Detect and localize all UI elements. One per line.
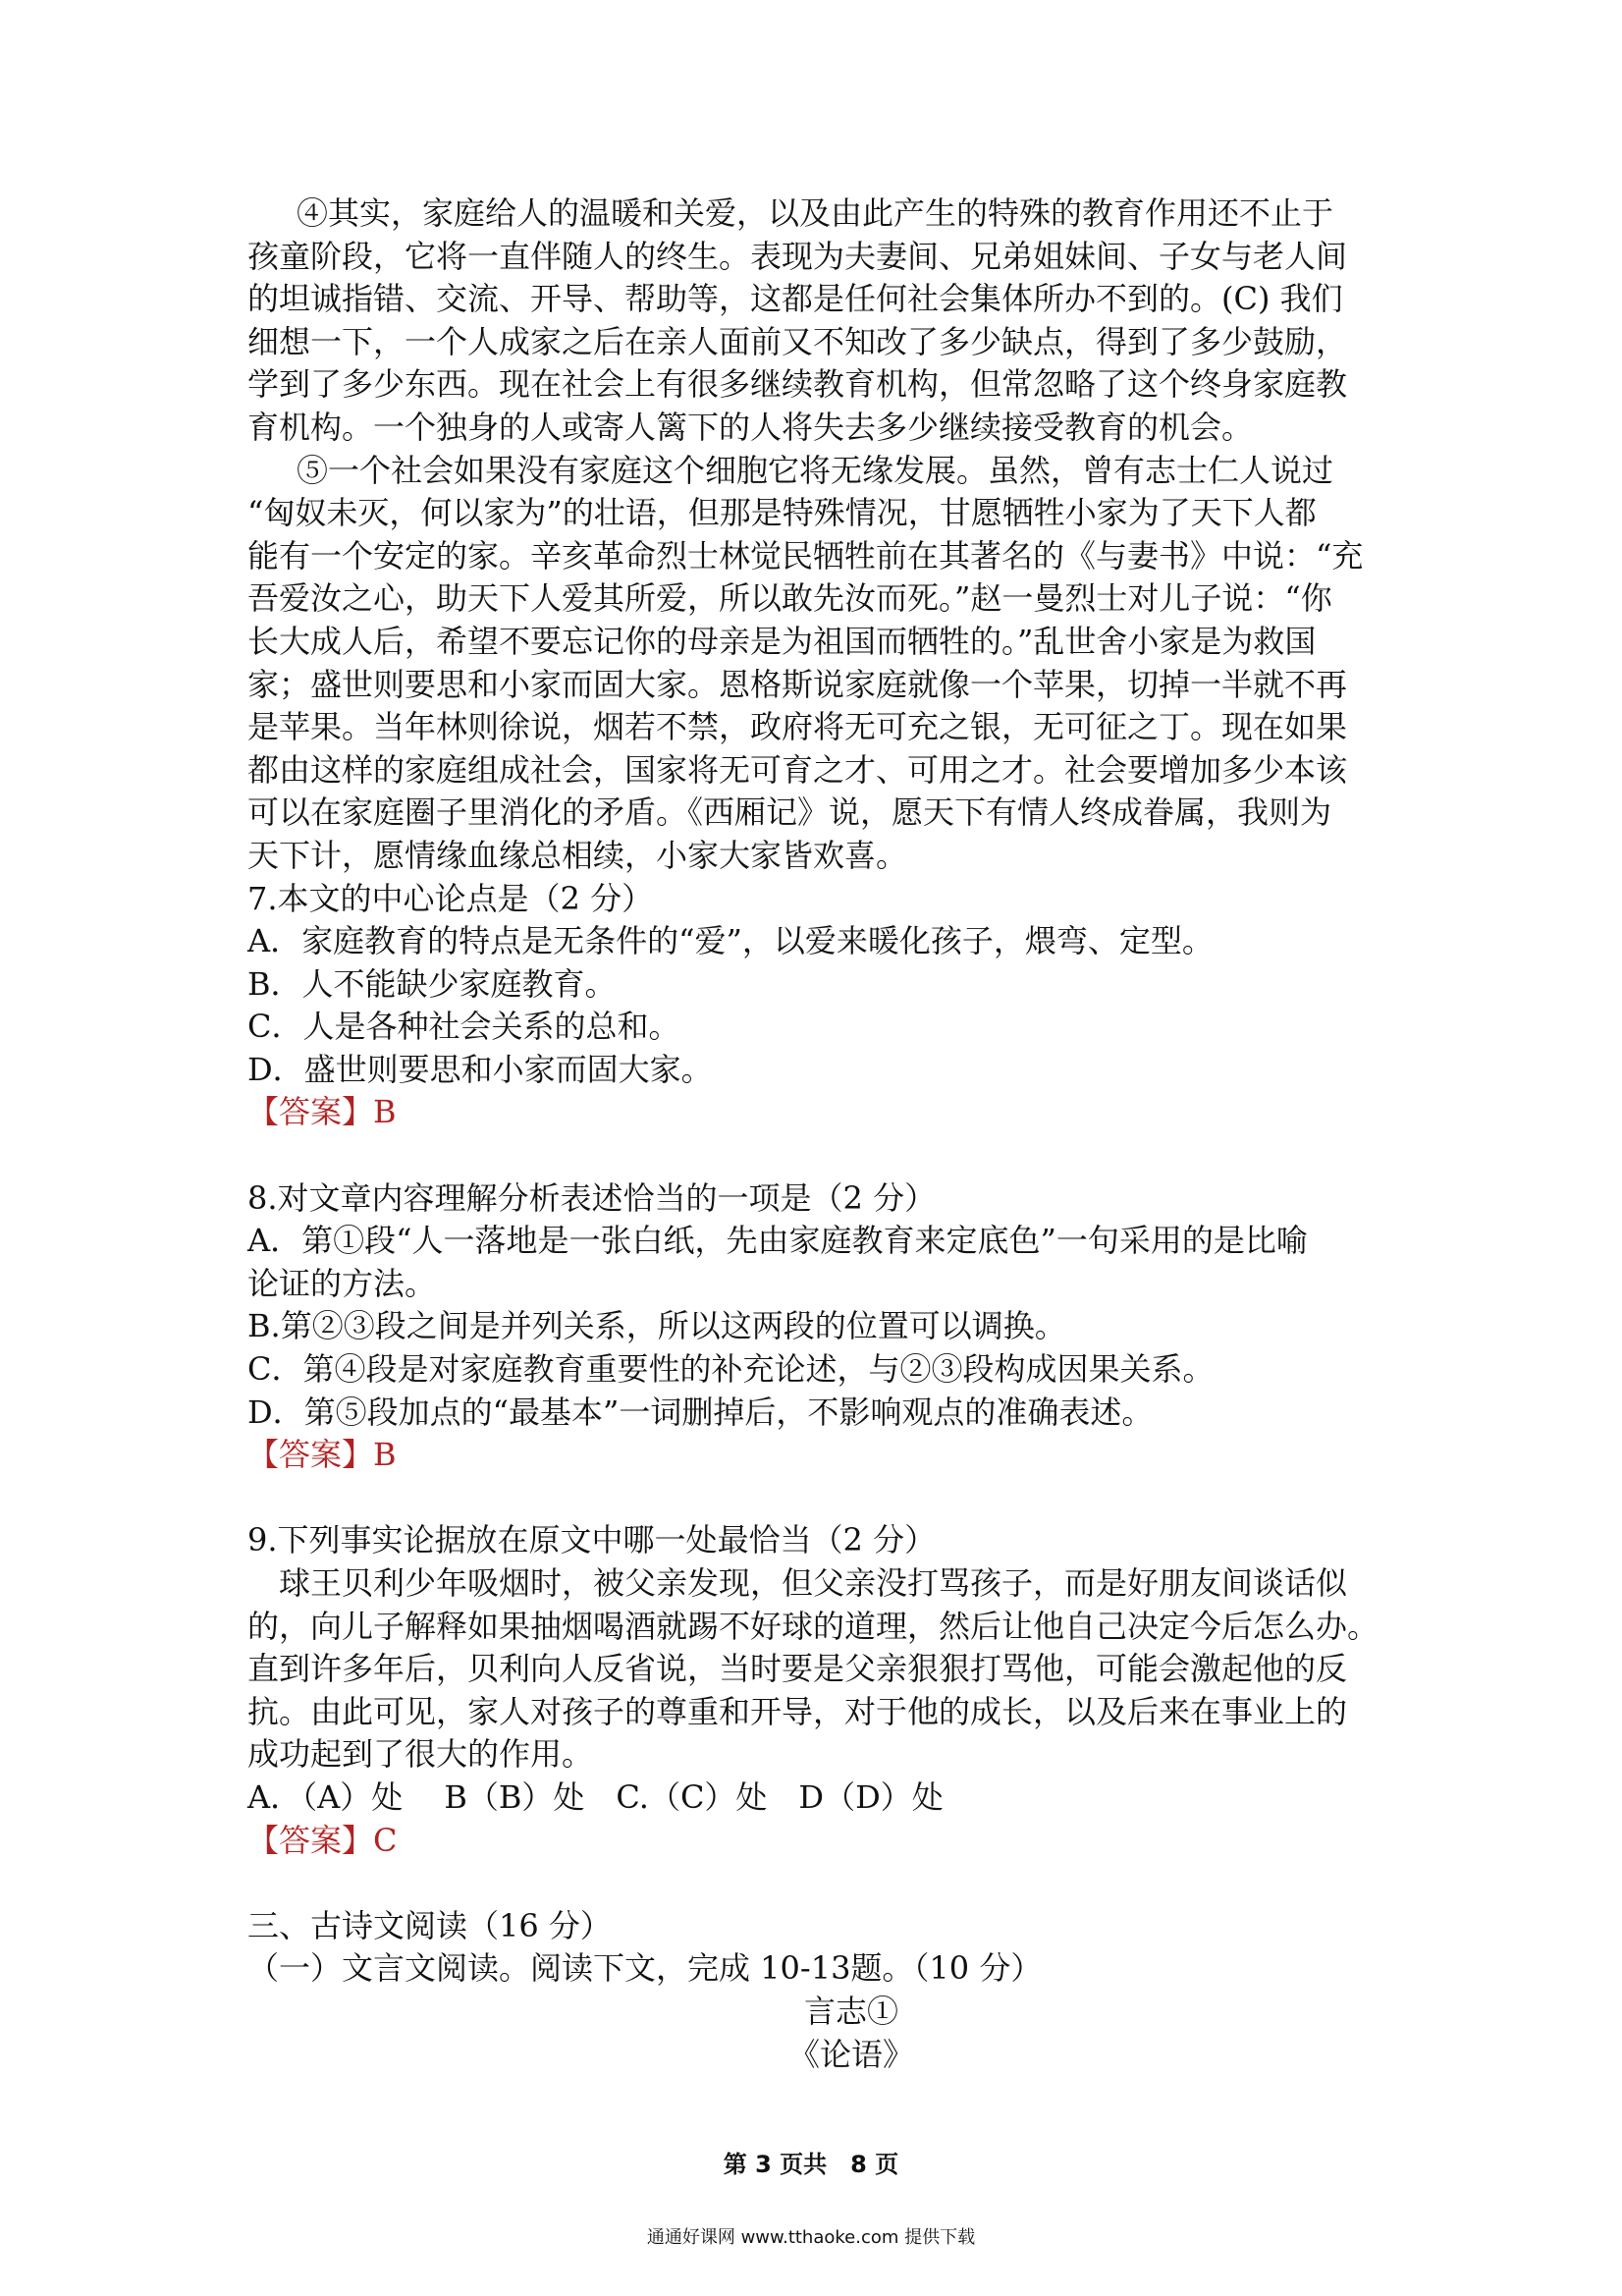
option-d: D．第⑤段加点的“最基本”一词删掉后，不影响观点的准确表述。 xyxy=(247,1393,1154,1431)
passage-line: 直到许多年后，贝利向人反省说，当时要是父亲狠狠打骂他，可能会激起他的反 xyxy=(247,1650,1348,1688)
paragraph-line: 可以在家庭圈子里消化的矛盾。《西厢记》说，愿天下有情人终成眷属，我则为 xyxy=(247,793,1332,832)
options-line: A．（A）处 B（B）处 C.（C）处 D（D）处 xyxy=(247,1777,944,1816)
question-stem: 8.对文章内容理解分析表述恰当的一项是（2 分） xyxy=(247,1178,937,1217)
paragraph-line: 孩童阶段，它将一直伴随人的终生。表现为夫妻间、兄弟姐妹间、子女与老人间 xyxy=(247,237,1348,275)
option-b: B.第②③段之间是并列关系，所以这两段的位置可以调换。 xyxy=(247,1307,1066,1345)
paragraph-line: 天下计，愿情缘血缘总相续，小家大家皆欢喜。 xyxy=(247,836,908,874)
option-c: C．人是各种社会关系的总和。 xyxy=(247,1008,680,1046)
paragraph-line: “匈奴未灭，何以家为”的壮语，但那是特殊情况，甘愿牺牲小家为了天下人都 xyxy=(247,494,1317,532)
question-stem: 9.下列事实论据放在原文中哪一处最恰当（2 分） xyxy=(247,1521,937,1559)
paragraph-line: 学到了多少东西。现在社会上有很多继续教育机构，但常忽略了这个终身家庭教 xyxy=(247,365,1348,404)
paragraph-line: 都由这样的家庭组成社会，国家将无可育之才、可用之才。社会要增加多少本该 xyxy=(247,750,1348,789)
download-note: 通通好课网 www.tthaoke.com 提供下载 xyxy=(646,2227,976,2248)
option-d: D．盛世则要思和小家而固大家。 xyxy=(247,1050,713,1088)
paragraph-line: 能有一个安定的家。辛亥革命烈士林觉民牺牲前在其著名的《与妻书》中说：“充 xyxy=(247,536,1364,574)
passage-line: 成功起到了很大的作用。 xyxy=(247,1735,594,1774)
question-stem: 7.本文的中心论点是（2 分） xyxy=(247,879,654,917)
spacer xyxy=(247,1477,1455,1520)
option-a-continued: 论证的方法。 xyxy=(247,1264,437,1302)
question-7 xyxy=(247,878,1455,1135)
answer: 【答案】B xyxy=(247,1436,397,1474)
option-a: A．第①段“人一落地是一张白纸，先由家庭教育来定底色”一句采用的是比喻 xyxy=(247,1222,1308,1260)
section-3 xyxy=(247,1905,1455,2076)
passage-line: 抗。由此可见，家人对孩子的尊重和开导，对于他的成长，以及后来在事业上的 xyxy=(247,1692,1348,1730)
paragraph-line: 育机构。一个独身的人或寄人篱下的人将失去多少继续接受教育的机会。 xyxy=(247,408,1254,446)
paragraph-line: ⑤一个社会如果没有家庭这个细胞它将无缘发展。虽然，曾有志士仁人说过 xyxy=(297,451,1334,489)
piece-source: 《论语》 xyxy=(787,2035,914,2073)
option-a: A．家庭教育的特点是无条件的“爱”，以爱来暖化孩子，煨弯、定型。 xyxy=(247,922,1214,960)
answer: 【答案】B xyxy=(247,1093,397,1131)
paragraph-line: 家；盛世则要思和小家而固大家。恩格斯说家庭就像一个苹果，切掉一半就不再 xyxy=(247,665,1348,703)
passage-line: 的，向儿子解释如果抽烟喝酒就踢不好球的道理，然后让他自己决定今后怎么办。 xyxy=(247,1607,1379,1645)
passage-line: 球王贝利少年吸烟时，被父亲发现，但父亲没打骂孩子，而是好朋友间谈话似 xyxy=(279,1564,1348,1602)
page-number: 第 3 页共 8 页 xyxy=(723,2151,899,2178)
paragraph-line: 的坦诚指错、交流、开导、帮助等，这都是任何社会集体所办不到的。(C) 我们 xyxy=(247,280,1343,318)
piece-title: 言志① xyxy=(803,1992,898,2030)
paragraph-line: ④其实，家庭给人的温暖和关爱，以及由此产生的特殊的教育作用还不止于 xyxy=(297,194,1334,232)
paragraph-line: 是苹果。当年林则徐说，烟若不禁，政府将无可充之银，无可征之丁。现在如果 xyxy=(247,708,1348,746)
paragraph-line: 长大成人后，希望不要忘记你的母亲是为祖国而牺牲的。”乱世舍小家是为救国 xyxy=(247,622,1317,660)
answer: 【答案】C xyxy=(247,1821,398,1859)
paragraph-4 xyxy=(247,192,1455,450)
spacer xyxy=(247,1134,1455,1177)
paragraph-line: 吾爱汝之心，助天下人爱其所爱，所以敢先汝而死。”赵一曼烈士对儿子说：“你 xyxy=(247,579,1332,618)
document-body xyxy=(247,192,1455,2076)
option-b: B．人不能缺少家庭教育。 xyxy=(247,964,617,1003)
paragraph-5 xyxy=(247,450,1455,878)
section-title: 三、古诗文阅读（16 分） xyxy=(247,1906,612,1944)
question-9 xyxy=(247,1519,1455,1862)
spacer xyxy=(247,1862,1455,1905)
question-8 xyxy=(247,1177,1455,1477)
paragraph-line: 细想一下，一个人成家之后在亲人面前又不知改了多少缺点，得到了多少鼓励， xyxy=(247,322,1348,360)
option-c: C．第④段是对家庭教育重要性的补充论述，与②③段构成因果关系。 xyxy=(247,1350,1215,1389)
section-subtitle: （一）文言文阅读。阅读下文，完成 10-13题。（10 分） xyxy=(247,1949,1043,1988)
